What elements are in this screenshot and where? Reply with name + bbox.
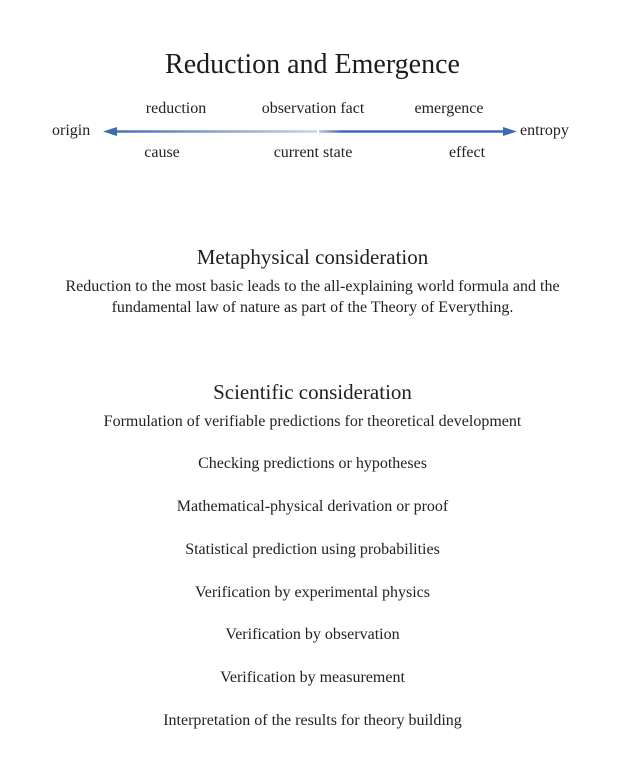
metaphysical-paragraph-line-1: Reduction to the most basic leads to the all-explaining world formula and the bbox=[65, 278, 560, 295]
axis-top-label-observation-fact: observation fact bbox=[261, 100, 365, 117]
page-title: Reduction and Emergence bbox=[165, 48, 460, 80]
arrowhead-left-icon bbox=[103, 127, 117, 136]
axis-bottom-label-cause: cause bbox=[144, 144, 180, 161]
axis-top-label-reduction: reduction bbox=[145, 100, 207, 117]
list-item: Interpretation of the results for theory building bbox=[163, 712, 462, 729]
double-arrow-icon bbox=[95, 119, 525, 144]
list-item: Formulation of verifiable predictions for theoretical development bbox=[103, 413, 522, 430]
axis-right-end-label-entropy: entropy bbox=[520, 122, 569, 139]
list-item: Checking predictions or hypotheses bbox=[198, 455, 427, 472]
list-item: Verification by measurement bbox=[220, 669, 405, 686]
list-item: Verification by observation bbox=[225, 626, 400, 643]
axis-bottom-label-effect: effect bbox=[448, 144, 486, 161]
list-item: Verification by experimental physics bbox=[194, 584, 431, 601]
list-item: Statistical prediction using probabilities bbox=[185, 541, 440, 558]
list-item: Mathematical-physical derivation or proof bbox=[176, 498, 449, 515]
arrowhead-right-icon bbox=[503, 127, 517, 136]
section-heading-metaphysical: Metaphysical consideration bbox=[196, 245, 429, 270]
axis-bottom-label-current-state: current state bbox=[273, 144, 353, 161]
metaphysical-paragraph-line-2: fundamental law of nature as part of the Theory of Everything. bbox=[111, 299, 514, 316]
axis-left-end-label-origin: origin bbox=[52, 122, 91, 139]
axis-top-label-emergence: emergence bbox=[414, 100, 484, 117]
section-heading-scientific: Scientific consideration bbox=[213, 380, 412, 405]
